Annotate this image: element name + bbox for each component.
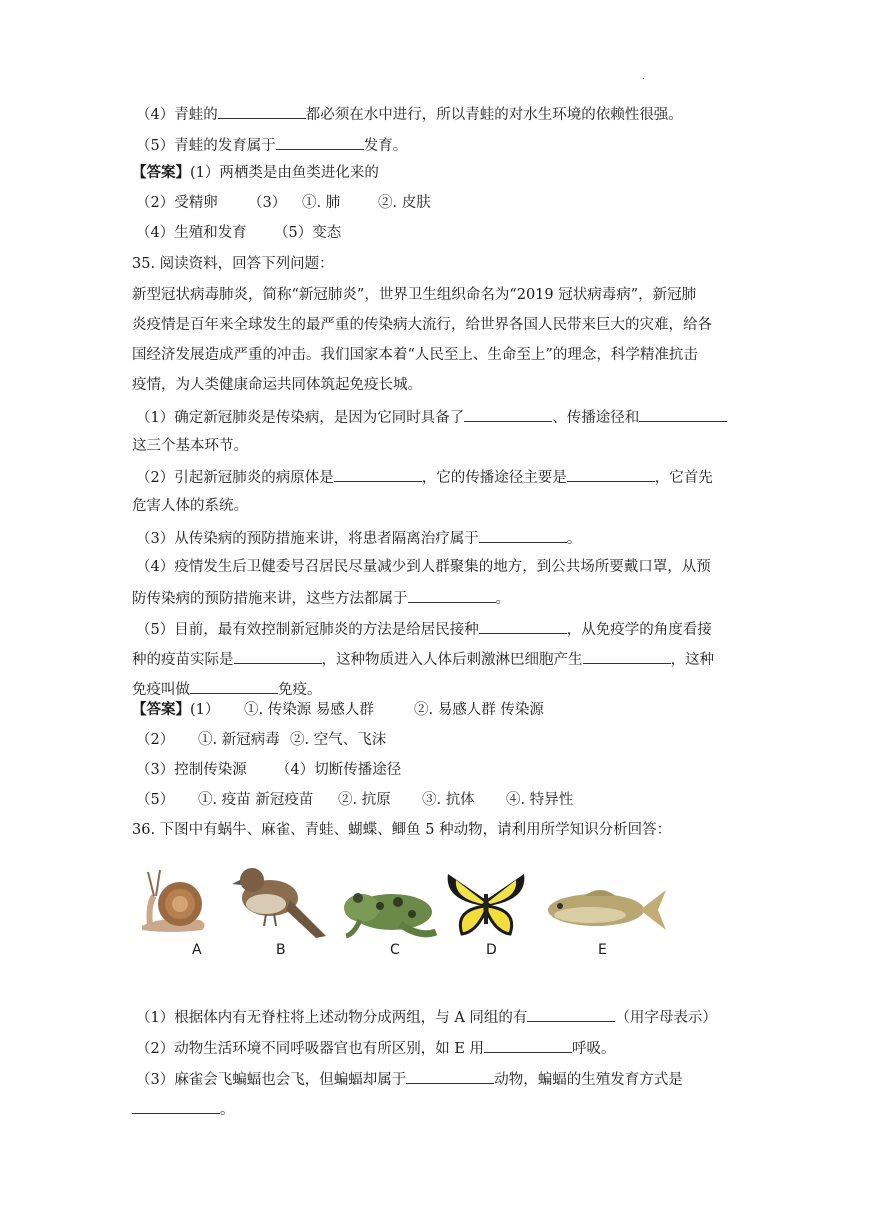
q35-sub2-mid: ，它的传播途径主要是 (421, 470, 567, 486)
q35-sub3-post: 。 (566, 531, 582, 547)
answer-label: 【答案】 (132, 164, 190, 181)
answer-blank[interactable] (484, 1037, 572, 1053)
q35-sub5-pre: （5）目前，最有效控制新冠肺炎的方法是给居民接种 (136, 622, 479, 638)
page-marker-dot: . (642, 72, 645, 82)
q36-sub3-line2 (132, 1098, 235, 1120)
answer-blank[interactable] (406, 1068, 494, 1084)
q35-sub5-line2 (132, 648, 714, 670)
q35-sub3 (136, 527, 581, 549)
answer-blank[interactable] (218, 103, 306, 119)
answer-blank[interactable] (408, 587, 496, 603)
q34-item4 (136, 103, 683, 125)
answer-blank[interactable] (567, 466, 655, 482)
q35-passage-line: 新型冠状病毒肺炎，简称“新冠肺炎”，世界卫生组织命名为“2019 冠状病毒病”，新冠肺 (132, 287, 697, 303)
q36-title: 36. 下图中有蜗牛、麻雀、青蛙、蝴蝶、鲫鱼 5 种动物，请利用所学知识分析回答： (132, 822, 672, 838)
q35-sub4-line1: （4）疫情发生后卫健委号召居民尽量减少到人群聚集的地方，到公共场所要戴口罩，从预 (136, 559, 711, 575)
answer-part: （5）变态 (274, 225, 342, 241)
q36-sub3 (136, 1068, 683, 1090)
q35-sub5-line3 (132, 678, 322, 700)
answer-part: ①. 疫苗 新冠疫苗 (198, 792, 314, 808)
butterfly-image (444, 870, 528, 940)
q35-sub2-line2: 危害人体的系统。 (132, 498, 248, 514)
q35-answer-line3 (136, 760, 401, 780)
answer-part: ③. 抗体 (422, 792, 475, 808)
frog-image (340, 880, 438, 940)
q35-sub5-line2-pre: 种的疫苗实际是 (132, 652, 234, 668)
answer-part: ②. 易感人群 传染源 (414, 702, 544, 718)
answer-blank[interactable] (639, 406, 727, 422)
answer-part: ①. 新冠病毒 (198, 732, 280, 748)
label-a: A (192, 942, 202, 958)
animals-figure (134, 850, 674, 965)
answer-blank[interactable] (334, 466, 422, 482)
q36-sub2-pre: （2）动物生活环境不同呼吸器官也有所区别，如 E 用 (136, 1041, 485, 1057)
q35-title: 35. 阅读资料，回答下列问题： (132, 256, 334, 272)
answer-part: （4）切断传播途径 (276, 762, 402, 778)
q35-answer-line1 (132, 700, 544, 720)
q35-passage-line: 炎疫情是百年来全球发生的最严重的传染病大流行，给世界各国人民带来巨大的灾难，给各 (132, 317, 712, 333)
label-e: E (598, 942, 607, 958)
q35-sub2 (136, 466, 713, 488)
carp-image (544, 884, 668, 936)
snail-image (140, 854, 210, 934)
label-b: B (276, 942, 286, 958)
answer-part: ②. 皮肤 (378, 195, 431, 211)
answer-blank[interactable] (479, 618, 567, 634)
q35-sub5-line2-mid: ，这种物质进入人体后刺激淋巴细胞产生 (321, 652, 583, 668)
answer-part: ②. 空气、飞沫 (290, 732, 387, 748)
q34-item4-post: 都必须在水中进行，所以青蛙的对水生环境的依赖性很强。 (305, 107, 683, 123)
q35-sub4-line2 (132, 587, 510, 609)
q36-sub2-post: 呼吸。 (572, 1041, 616, 1057)
answer-part: ①. 肺 (302, 195, 341, 211)
answer-blank[interactable] (527, 1006, 615, 1022)
answer-part: （2） (136, 732, 175, 748)
answer-part: （3）控制传染源 (136, 762, 247, 778)
q35-sub5-line2-post: ，这种 (670, 652, 714, 668)
q35-answer-line2 (136, 730, 386, 750)
q34-item4-pre: （4）青蛙的 (136, 107, 218, 123)
q36-sub2 (136, 1037, 616, 1059)
q35-passage-line: 国经济发展造成严重的冲击。我们国家本着“人民至上、生命至上”的理念，科学精准抗击 (132, 347, 698, 363)
q36-sub3-pre: （3）麻雀会飞蝙蝠也会飞，但蝙蝠却属于 (136, 1072, 407, 1088)
q35-sub1-line2: 这三个基本环节。 (132, 438, 248, 454)
answer-part: （4）生殖和发育 (136, 225, 247, 241)
label-d: D (486, 942, 497, 958)
q35-sub4-post: 。 (495, 591, 510, 607)
answer-part: （5） (136, 792, 175, 808)
q35-sub1-mid: 、传播途径和 (552, 410, 640, 426)
answer-blank[interactable] (464, 406, 552, 422)
answer-part: ①. 传染源 易感人群 (244, 702, 374, 718)
sparrow-image (230, 860, 328, 940)
q34-answer-line1 (132, 163, 379, 183)
q34-answer-text: (1）两栖类是由鱼类进化来的 (190, 165, 379, 181)
q35-answer-line4 (136, 790, 573, 810)
answer-blank[interactable] (479, 527, 567, 543)
answer-blank[interactable] (583, 648, 671, 664)
answer-label: 【答案】 (132, 701, 190, 718)
q34-item5-post: 发育。 (363, 138, 408, 154)
q34-item5-pre: （5）青蛙的发育属于 (136, 138, 276, 154)
q35-passage-line: 疫情，为人类健康命运共同体筑起免疫长城。 (132, 377, 422, 393)
q35-sub5 (136, 618, 712, 640)
q36-sub1-post: （用字母表示） (615, 1010, 717, 1026)
q34-answer-line2 (136, 193, 431, 213)
q35-sub2-pre: （2）引起新冠肺炎的病原体是 (136, 470, 334, 486)
q34-answer-line3 (136, 223, 341, 243)
q36-sub1-pre: （1）根据体内有无脊柱将上述动物分成两组，与 A 同组的有 (136, 1010, 528, 1026)
q35-sub4-pre: 防传染病的预防措施来讲，这些方法都属于 (132, 591, 408, 607)
answer-part: ④. 特异性 (506, 792, 574, 808)
answer-blank[interactable] (234, 648, 322, 664)
answer-part: （3） (248, 195, 287, 211)
answer-blank[interactable] (190, 678, 278, 694)
q36-sub1 (136, 1006, 717, 1028)
answer-blank[interactable] (132, 1098, 220, 1114)
answer-part: ②. 抗原 (338, 792, 391, 808)
q35-sub2-post: ，它首先 (654, 470, 713, 486)
answer-blank[interactable] (276, 134, 364, 150)
q36-sub3-line2-post: 。 (220, 1102, 235, 1118)
answer-part: (1） (190, 702, 220, 718)
q35-sub5-line3-pre: 免疫叫做 (132, 682, 190, 698)
q35-sub1-pre: （1）确定新冠肺炎是传染病，是因为它同时具备了 (136, 410, 465, 426)
q36-sub3-post: 动物，蝙蝠的生殖发育方式是 (494, 1072, 683, 1088)
answer-part: （2）受精卵 (136, 195, 218, 211)
q35-sub1 (136, 406, 727, 428)
q35-sub5-post: ，从免疫学的角度看接 (566, 622, 712, 638)
q34-item5 (136, 134, 407, 156)
q35-sub3-pre: （3）从传染病的预防措施来讲，将患者隔离治疗属于 (136, 531, 479, 547)
label-c: C (390, 942, 400, 958)
q35-sub5-line3-post: 免疫。 (278, 682, 322, 698)
